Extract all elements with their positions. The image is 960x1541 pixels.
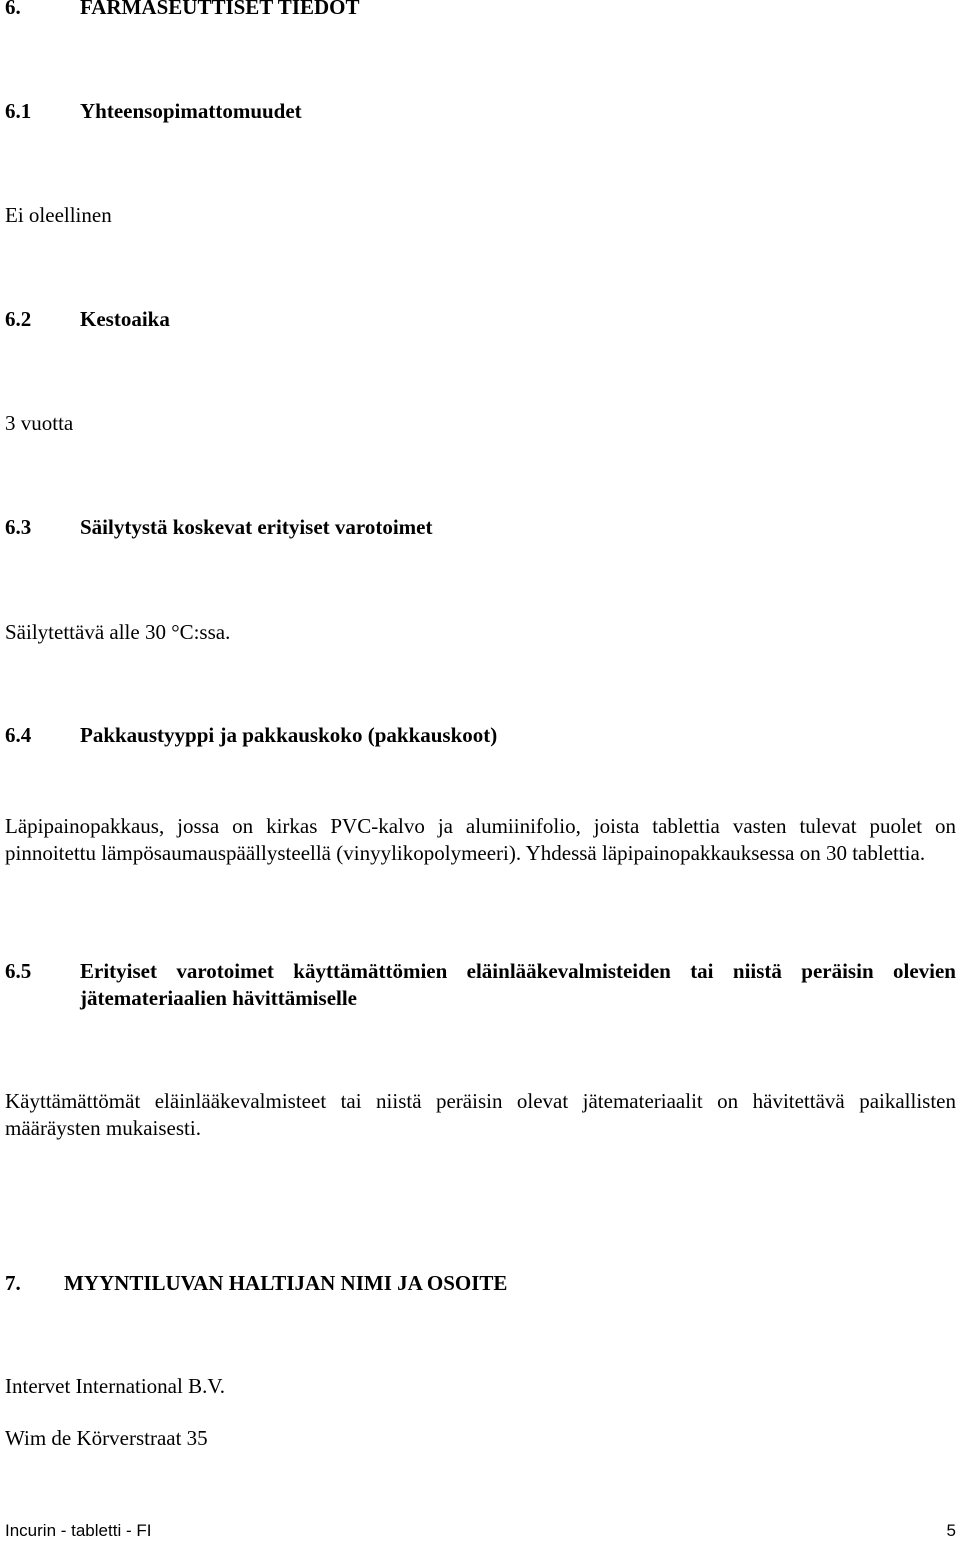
section-6-heading bbox=[5, 0, 956, 21]
footer-document-title: Incurin - tabletti - FI bbox=[5, 1521, 152, 1540]
page-number: 5 bbox=[946, 1521, 956, 1540]
page-footer bbox=[5, 1521, 956, 1541]
company-address: Wim de Körverstraat 35 bbox=[5, 1426, 208, 1450]
section-title: FARMASEUTTISET TIEDOT bbox=[80, 0, 360, 19]
subsection-number: 6.5 bbox=[5, 959, 32, 983]
subsection-number: 6.2 bbox=[5, 307, 32, 331]
subsection-title: Säilytystä koskevat erityiset varotoimet bbox=[80, 515, 433, 539]
subsection-6-2-heading bbox=[5, 306, 956, 333]
subsection-6-4-text: Läpipainopakkaus, jossa on kirkas PVC-kalvo ja alumiinifolio, joista tablettia vasten tulevat puolet on pinnoitettu lämpösaumauspäällysteellä (vinyylikopolymeeri). Yhdessä läpipainopakkauksessa on 30 tablettia. bbox=[5, 814, 956, 865]
subsection-title: Yhteensopimattomuudet bbox=[80, 99, 302, 123]
section-7-heading bbox=[5, 1270, 956, 1297]
subsection-6-1-text: Ei oleellinen bbox=[5, 203, 112, 227]
section-number: 7. bbox=[5, 1271, 21, 1295]
subsection-6-4-heading bbox=[5, 722, 956, 749]
subsection-number: 6.1 bbox=[5, 99, 32, 123]
subsection-6-2-text: 3 vuotta bbox=[5, 411, 74, 435]
section-number: 6. bbox=[5, 0, 21, 19]
subsection-6-3-heading bbox=[5, 514, 956, 541]
subsection-6-1-heading bbox=[5, 98, 956, 125]
subsection-title: Erityiset varotoimet käyttämättömien eläinlääkevalmisteiden tai niistä peräisin olevien jätemateriaalien hävittämiselle bbox=[80, 959, 956, 1010]
subsection-title: Kestoaika bbox=[80, 307, 170, 331]
subsection-number: 6.4 bbox=[5, 723, 32, 747]
subsection-6-3-text: Säilytettävä alle 30 °C:ssa. bbox=[5, 620, 231, 644]
subsection-6-5-text: Käyttämättömät eläinlääkevalmisteet tai niistä peräisin olevat jätemateriaalit on hävitettävä paikallisten määräysten mukaisesti. bbox=[5, 1089, 956, 1140]
subsection-number: 6.3 bbox=[5, 515, 32, 539]
section-title: MYYNTILUVAN HALTIJAN NIMI JA OSOITE bbox=[64, 1271, 508, 1295]
subsection-6-5-heading bbox=[5, 958, 956, 1012]
company-name: Intervet International B.V. bbox=[5, 1374, 226, 1398]
subsection-title: Pakkaustyyppi ja pakkauskoko (pakkauskoot) bbox=[80, 723, 498, 747]
